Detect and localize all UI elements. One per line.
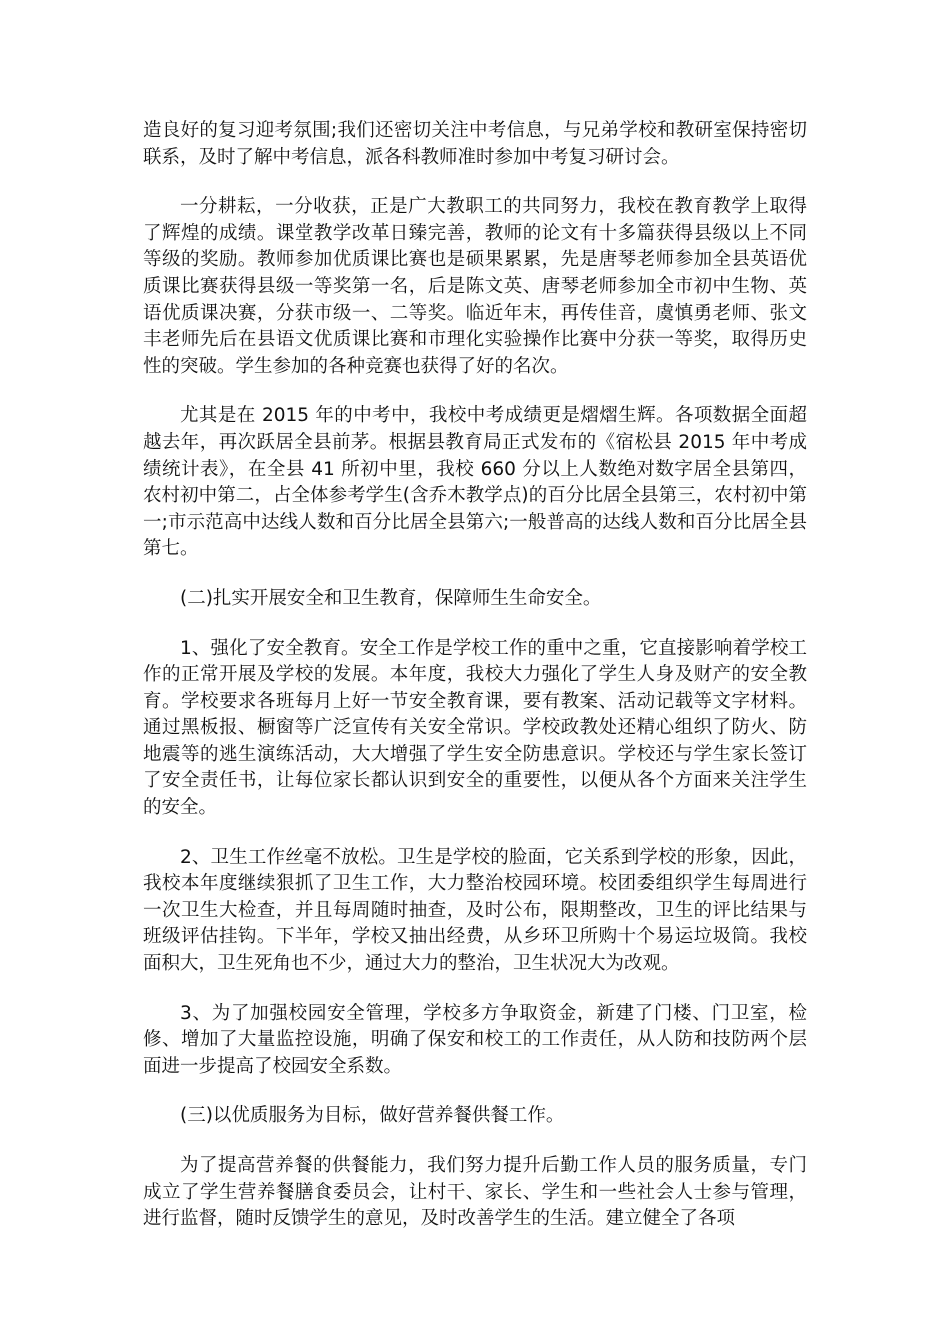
paragraph-campus-security: 3、为了加强校园安全管理，学校多方争取资金，新建了门楼、门卫室，检修、增加了大量监控设施，明确了保安和校工的工作责任，从人防和技防两个层面进一步提高了校园安全系数。 [143, 1002, 807, 1077]
section-heading-nutrition-meals: (三)以优质服务为目标，做好营养餐供餐工作。 [180, 1105, 565, 1127]
paragraph-exam-preparation: 造良好的复习迎考氛围;我们还密切关注中考信息，与兄弟学校和教研室保持密切联系，及时了解中考信息，派各科教师准时参加中考复习研讨会。 [143, 120, 807, 168]
paragraph-safety-education: 1、强化了安全教育。安全工作是学校工作的重中之重，它直接影响着学校工作的正常开展及学校的发展。本年度，我校大力强化了学生人身及财产的安全教育。学校要求各班每月上好一节安全教育课，要有教案、活动记载等文字材料。通过黑板报、橱窗等广泛宣传有关安全常识。学校政教处还精心组织了防火、防地震等的逃生演练活动，大大增强了学生安全防患意识。学校还与学生家长签订了安全责任书，让每位家长都认识到安全的重要性，以便从各个方面来关注学生的安全。 [143, 637, 807, 819]
document-page [143, 118, 807, 1256]
paragraph-nutrition-service: 为了提高营养餐的供餐能力，我们努力提升后勤工作人员的服务质量，专门成立了学生营养餐膳食委员会，让村干、家长、学生和一些社会人士参与管理，进行监督，随时反馈学生的意见，及时改善学生的生活。建立健全了各项 [143, 1155, 807, 1230]
paragraph-teaching-achievements: 一分耕耘，一分收获，正是广大教职工的共同努力，我校在教育教学上取得了辉煌的成绩。课堂教学改革日臻完善，教师的论文有十多篇获得县级以上不同等级的奖励。教师参加优质课比赛也是硕果累累，先是唐琴老师参加全县英语优质课比赛获得县级一等奖第一名，后是陈文英、唐琴老师参加全市初中生物、英语优质课决赛，分获市级一、二等奖。临近年末，再传佳音，虞慎勇老师、张文丰老师先后在县语文优质课比赛和市理化实验操作比赛中分获一等奖，取得历史性的突破。学生参加的各种竞赛也获得了好的名次。 [143, 196, 807, 377]
paragraph-2015-exam-results: 尤其是在 2015 年的中考中，我校中考成绩更是熠熠生辉。各项数据全面超越去年，再次跃居全县前茅。根据县教育局正式发布的《宿松县 2015 年中考成绩统计表》，在全县 41 所初中里，我校 660 分以上人数绝对数字居全县第四，农村初中第二，占全体参考学生(含乔木教学点)的百分比居全县第三，农村初中第一;市示范高中达线人数和百分比居全县第六;一般普高的达线人数和百分比居全县第七。 [143, 405, 807, 560]
section-heading-safety-health: (二)扎实开展安全和卫生教育，保障师生生命安全。 [180, 587, 602, 609]
paragraph-hygiene-work: 2、卫生工作丝毫不放松。卫生是学校的脸面，它关系到学校的形象，因此，我校本年度继续狠抓了卫生工作，大力整治校园环境。校团委组织学生每周进行一次卫生大检查，并且每周随时抽查，及时公布，限期整改，卫生的评比结果与班级评估挂钩。下半年，学校又抽出经费，从乡环卫所购十个易运垃圾筒。我校面积大，卫生死角也不少，通过大力的整治，卫生状况大为改观。 [143, 846, 807, 975]
